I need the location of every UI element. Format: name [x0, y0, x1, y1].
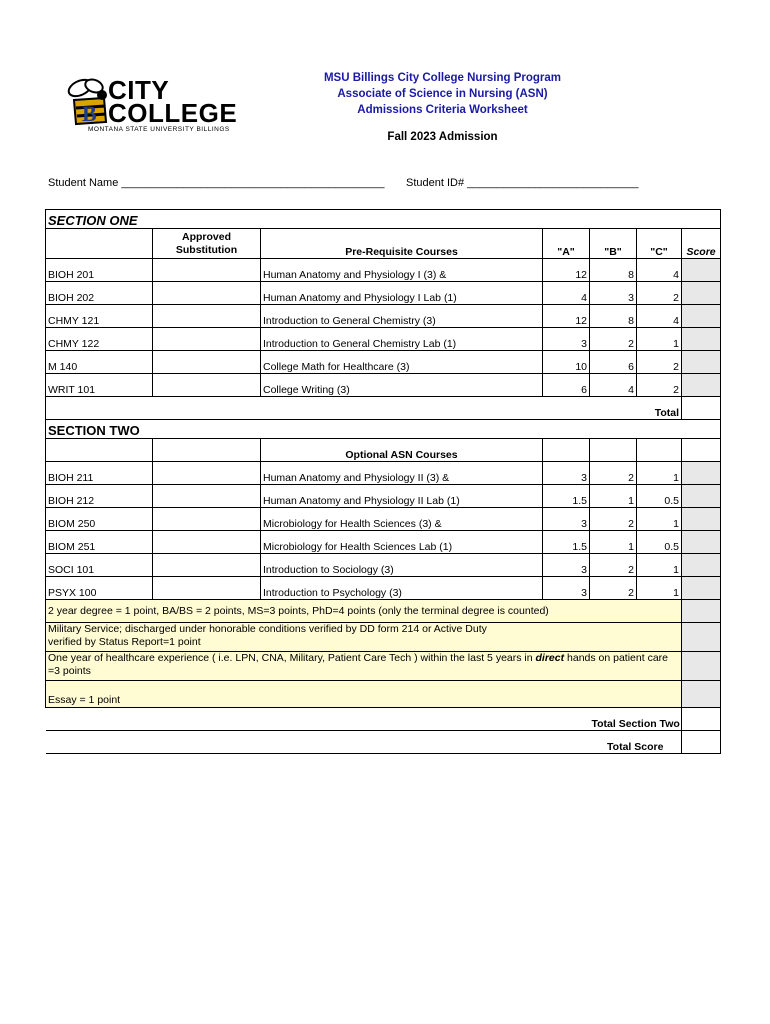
substitution-input[interactable]	[153, 305, 261, 328]
points-c: 1	[637, 462, 682, 485]
section-one-total-input[interactable]	[682, 397, 721, 420]
substitution-input[interactable]	[153, 531, 261, 554]
approved-substitution-header: Approved Substitution	[153, 229, 261, 259]
points-a: 3	[543, 577, 590, 600]
points-a: 10	[543, 351, 590, 374]
course-code: BIOH 201	[46, 259, 153, 282]
score-input[interactable]	[682, 485, 721, 508]
course-code: BIOH 211	[46, 462, 153, 485]
points-c: 0.5	[637, 531, 682, 554]
svg-text:B: B	[82, 101, 97, 126]
grade-c-header: "C"	[637, 229, 682, 259]
substitution-input[interactable]	[153, 577, 261, 600]
table-row	[46, 374, 721, 397]
points-b: 1	[590, 485, 637, 508]
course-name: Introduction to Psychology (3)	[261, 577, 543, 600]
prerequisite-courses-header: Pre-Requisite Courses	[261, 229, 543, 259]
total-score-input[interactable]	[682, 731, 721, 754]
total-score-label: Total Score	[590, 731, 682, 754]
table-row	[46, 462, 721, 485]
score-input[interactable]	[682, 554, 721, 577]
table-row	[46, 282, 721, 305]
score-input[interactable]	[682, 374, 721, 397]
points-b: 4	[590, 374, 637, 397]
points-a: 3	[543, 462, 590, 485]
course-name: Human Anatomy and Physiology I (3) &	[261, 259, 543, 282]
logo-city-text: CITY	[108, 75, 170, 105]
course-name: College Math for Healthcare (3)	[261, 351, 543, 374]
points-c: 1	[637, 577, 682, 600]
military-criteria-line-2: verified by Status Report=1 point	[48, 636, 201, 648]
points-c: 1	[637, 508, 682, 531]
section-two-title: SECTION TWO	[46, 420, 721, 439]
points-a: 3	[543, 554, 590, 577]
student-id-field[interactable]: Student ID# ____________________________	[406, 177, 639, 189]
criteria-worksheet-table	[45, 209, 721, 754]
points-b: 1	[590, 531, 637, 554]
substitution-input[interactable]	[153, 259, 261, 282]
city-college-logo	[66, 75, 246, 136]
military-criteria	[46, 623, 682, 652]
blank-header-cell	[46, 229, 153, 259]
points-a: 12	[543, 259, 590, 282]
optional-courses-header: Optional ASN Courses	[261, 439, 543, 462]
admission-term: Fall 2023 Admission	[387, 131, 498, 143]
table-row	[46, 485, 721, 508]
course-name: Human Anatomy and Physiology II Lab (1)	[261, 485, 543, 508]
course-code: PSYX 100	[46, 577, 153, 600]
points-a: 1.5	[543, 485, 590, 508]
course-code: WRIT 101	[46, 374, 153, 397]
total-section-two-label: Total Section Two	[590, 708, 682, 731]
table-row	[46, 531, 721, 554]
points-b: 2	[590, 328, 637, 351]
course-code: SOCI 101	[46, 554, 153, 577]
course-code: M 140	[46, 351, 153, 374]
essay-score-input[interactable]	[682, 681, 721, 708]
logo-subtitle: MONTANA STATE UNIVERSITY BILLINGS	[88, 126, 230, 133]
points-a: 1.5	[543, 531, 590, 554]
degree-criteria: 2 year degree = 1 point, BA/BS = 2 points, MS=3 points, PhD=4 points (only the terminal degree is counted)	[46, 600, 682, 623]
score-input[interactable]	[682, 351, 721, 374]
points-a: 6	[543, 374, 590, 397]
points-c: 1	[637, 328, 682, 351]
points-a: 4	[543, 282, 590, 305]
points-c: 0.5	[637, 485, 682, 508]
score-input[interactable]	[682, 259, 721, 282]
military-criteria-line-1: Military Service; discharged under honorable conditions verified by DD form 214 or Active Duty	[48, 623, 487, 635]
logo-college-text: COLLEGE	[108, 98, 238, 128]
points-b: 8	[590, 305, 637, 328]
section-one-total-label: Total	[637, 397, 682, 420]
points-b: 2	[590, 508, 637, 531]
table-row	[46, 577, 721, 600]
course-name: Human Anatomy and Physiology I Lab (1)	[261, 282, 543, 305]
essay-criteria: Essay = 1 point	[46, 681, 682, 708]
substitution-input[interactable]	[153, 351, 261, 374]
course-code: CHMY 121	[46, 305, 153, 328]
points-b: 2	[590, 554, 637, 577]
document-header	[300, 70, 585, 118]
experience-criteria: One year of healthcare experience ( i.e. LPN, CNA, Military, Patient Care Tech ) within the last 5 years in direct hands on patient care =3 points	[46, 652, 682, 681]
points-b: 2	[590, 577, 637, 600]
course-name: Introduction to Sociology (3)	[261, 554, 543, 577]
points-c: 2	[637, 351, 682, 374]
score-input[interactable]	[682, 462, 721, 485]
points-c: 2	[637, 282, 682, 305]
points-b: 2	[590, 462, 637, 485]
course-code: BIOH 212	[46, 485, 153, 508]
table-row	[46, 259, 721, 282]
course-name: Microbiology for Health Sciences (3) &	[261, 508, 543, 531]
course-name: Human Anatomy and Physiology II (3) &	[261, 462, 543, 485]
substitution-input[interactable]	[153, 508, 261, 531]
points-c: 4	[637, 259, 682, 282]
points-a: 12	[543, 305, 590, 328]
grade-b-header: "B"	[590, 229, 637, 259]
points-a: 3	[543, 508, 590, 531]
points-b: 8	[590, 259, 637, 282]
substitution-input[interactable]	[153, 485, 261, 508]
score-input[interactable]	[682, 577, 721, 600]
course-name: Microbiology for Health Sciences Lab (1)	[261, 531, 543, 554]
course-code: BIOM 251	[46, 531, 153, 554]
experience-score-input[interactable]	[682, 652, 721, 681]
course-code: CHMY 122	[46, 328, 153, 351]
points-c: 1	[637, 554, 682, 577]
header-line-1: MSU Billings City College Nursing Program	[323, 72, 562, 84]
course-code: BIOM 250	[46, 508, 153, 531]
substitution-input[interactable]	[153, 374, 261, 397]
section-one-title: SECTION ONE	[46, 210, 721, 229]
points-b: 6	[590, 351, 637, 374]
bee-mascot-icon	[66, 78, 112, 128]
score-header: Score	[682, 229, 721, 259]
substitution-input[interactable]	[153, 554, 261, 577]
substitution-input[interactable]	[153, 328, 261, 351]
score-input[interactable]	[682, 282, 721, 305]
score-input[interactable]	[682, 531, 721, 554]
total-section-two-input[interactable]	[682, 708, 721, 731]
score-input[interactable]	[682, 305, 721, 328]
course-code: BIOH 202	[46, 282, 153, 305]
points-a: 3	[543, 328, 590, 351]
header-line-2: Associate of Science in Nursing (ASN)	[337, 88, 548, 100]
header-line-3: Admissions Criteria Worksheet	[357, 104, 528, 116]
table-row	[46, 508, 721, 531]
military-score-input[interactable]	[682, 623, 721, 652]
table-row	[46, 351, 721, 374]
points-c: 4	[637, 305, 682, 328]
table-row	[46, 305, 721, 328]
grade-a-header: "A"	[543, 229, 590, 259]
degree-score-input[interactable]	[682, 600, 721, 623]
student-name-field[interactable]: Student Name ___________________________________________	[48, 177, 385, 189]
points-c: 2	[637, 374, 682, 397]
score-input[interactable]	[682, 508, 721, 531]
score-input[interactable]	[682, 328, 721, 351]
course-name: Introduction to General Chemistry Lab (1)	[261, 328, 543, 351]
course-name: College Writing (3)	[261, 374, 543, 397]
table-row	[46, 328, 721, 351]
substitution-input[interactable]	[153, 282, 261, 305]
table-row	[46, 554, 721, 577]
points-b: 3	[590, 282, 637, 305]
substitution-input[interactable]	[153, 462, 261, 485]
course-name: Introduction to General Chemistry (3)	[261, 305, 543, 328]
